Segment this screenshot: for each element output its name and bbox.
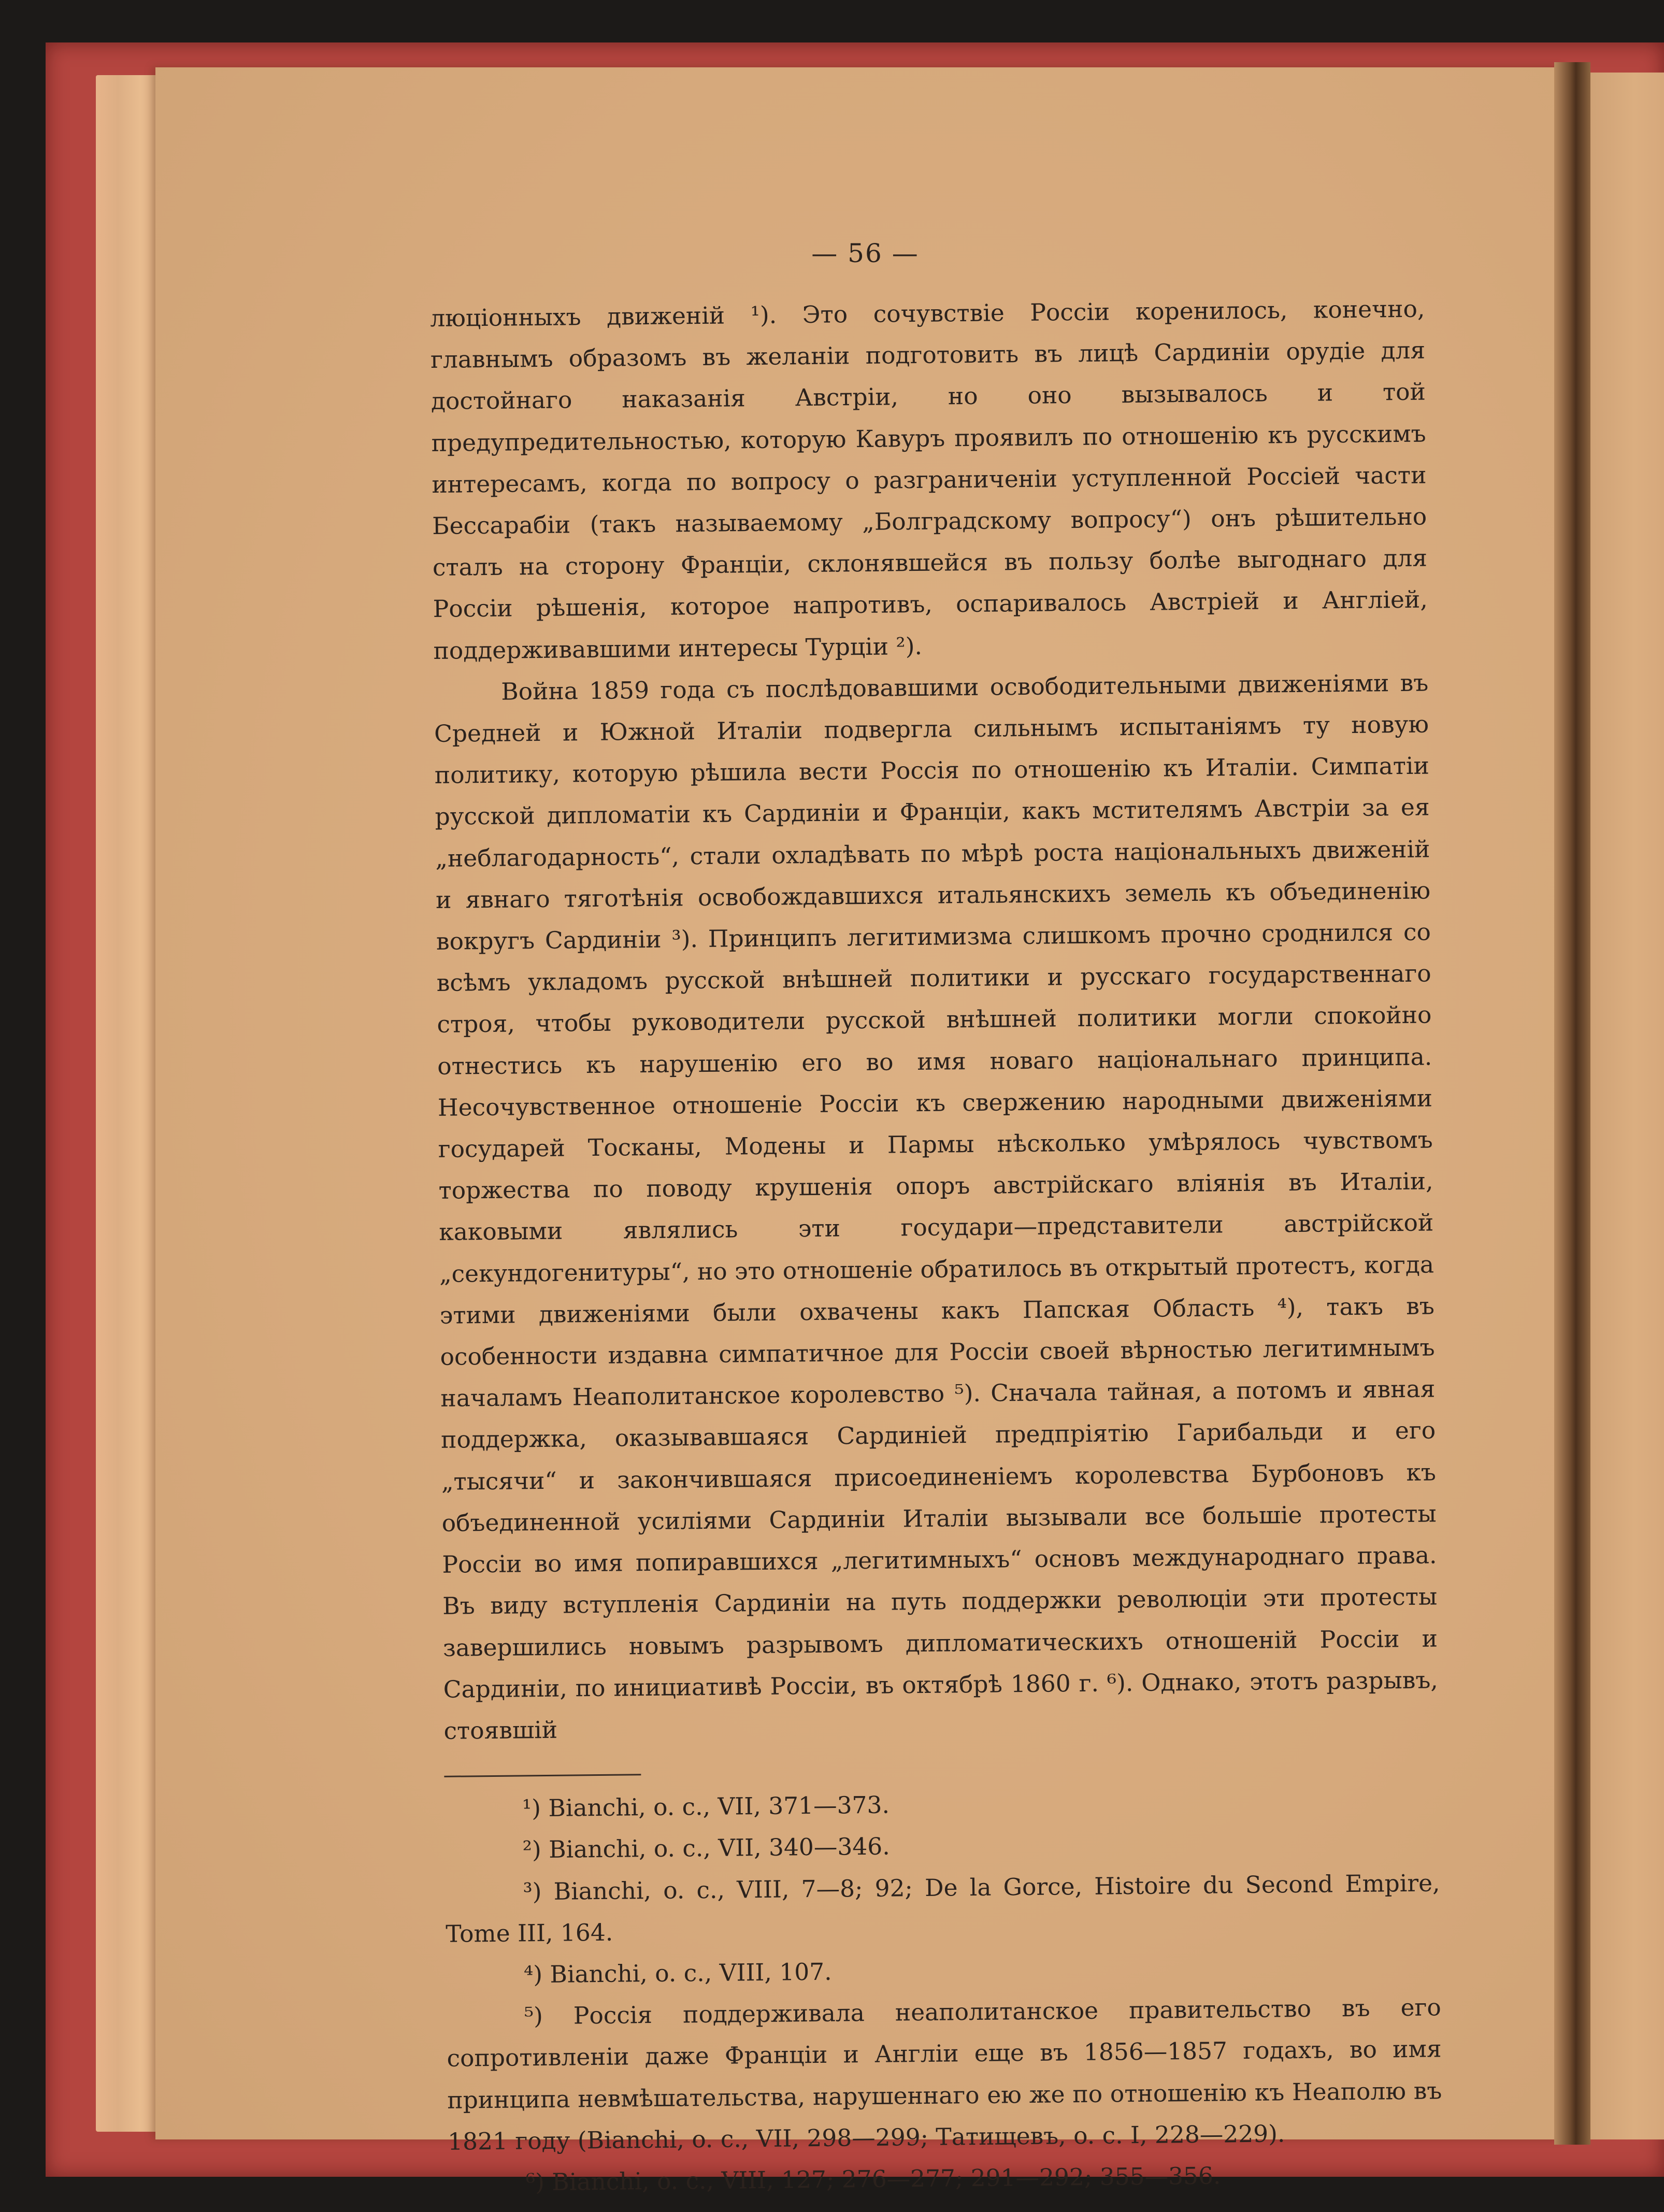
- footnote-3: ³) Bianchi, o. c., VIII, 7—8; 92; De la Gorce, Histoire du Second Empire, Tome III, 164.: [446, 1869, 1440, 1948]
- paragraph-2: Война 1859 года съ послѣдовавшими освободительными движеніями въ Средней и Южной Италіи подвергла сильнымъ испытаніямъ ту новую политику, которую рѣшила вести Россія по отношенію къ Италіи. Симпатіи русской дипломатіи къ Сардиніи и Франціи, какъ мстителямъ Австріи за ея „неблагодарность“, стали охладѣвать по мѣрѣ роста національныхъ движеній и явнаго тяготѣнія освобождавшихся итальянскихъ земель къ объединенію вокругъ Сардиніи ³). Принципъ легитимизма слишкомъ прочно сроднился со всѣмъ укладомъ русской внѣшней политики и русскаго государственнаго строя, чтобы руководители русской внѣшней политики могли спокойно отнестись къ нарушенію его во имя новаго національнаго принципа. Несочувственное отношеніе Россіи къ свержению народными движеніями государей Тосканы, Модены и Пармы нѣсколько умѣрялось чувствомъ торжества по поводу крушенія опоръ австрійскаго вліянія въ Италіи, каковыми являлись эти государи—представители австрійской „секундогенитуры“, но это отношеніе обратилось въ открытый протестъ, когда этими движеніями были охвачены какъ Папская Область ⁴), такъ въ особенности издавна симпатичное для Россіи своей вѣрностью легитимнымъ началамъ Неаполитанское королевство ⁵). Сначала тайная, а потомъ и явная поддержка, оказывавшаяся Сардиніей предпріятію Гарибальди и его „тысячи“ и закончившаяся присоединеніемъ королевства Бурбоновъ къ объединенной усиліями Сардиніи Италіи вызывали все большіе протесты Россіи во имя попиравшихся „легитимныхъ“ основъ международнаго права. Въ виду вступленія Сардиніи на путь поддержки революціи эти протесты завершились новымъ разрывомъ дипломатическихъ отношеній Россіи и Сардиніи, по инициативѣ Россіи, въ октябрѣ 1860 г. ⁶). Однако, этотъ разрывъ, стоявшій: [434, 669, 1438, 1745]
- facing-page-edge: [1590, 73, 1664, 2139]
- footnotes: [444, 1779, 1443, 2204]
- footnote-6: ⁶) Bianchi, o. c., VIII, 127; 276—277; 291—292; 355—356.: [525, 2162, 1221, 2196]
- body-text: [430, 289, 1443, 2204]
- footnote-4: ⁴) Bianchi, o. c., VIII, 107.: [523, 1958, 832, 1989]
- footnote-2: ²) Bianchi, o. c., VII, 340—346.: [522, 1832, 890, 1864]
- paragraph-1: люціонныхъ движеній ¹). Это сочувствіе Россіи коренилось, конечно, главнымъ образомъ въ желаніи подготовить въ лицѣ Сардиніи орудіе для достойнаго наказанія Австріи, но оно вызывалось и той предупредительностью, которую Кавуръ проявилъ по отношенію къ русскимъ интересамъ, когда по вопросу о разграниченіи уступленной Россіей части Бессарабіи (такъ называемому „Болградскому вопросу“) онъ рѣшительно сталъ на сторону Франціи, склонявшейся въ пользу болѣе выгоднаго для Россіи рѣшенія, которое напротивъ, оспаривалось Австріей и Англіей, поддерживавшими интересы Турціи ²).: [430, 295, 1428, 665]
- page-number: — 56 —: [811, 238, 919, 268]
- footnote-rule: [444, 1774, 641, 1777]
- footnote-5: ⁵) Россія поддерживала неаполитанское правительство въ его сопротивленіи даже Франціи и Англіи еще въ 1856—1857 годахъ, во имя принципа невмѣшательства, нарушеннаго ею же по отношенію къ Неаполю въ 1821 году (Bianchi, o. c., VII, 298—299; Татищевъ, o. c. I, 228—229).: [447, 1993, 1442, 2156]
- book-gutter: [1554, 62, 1590, 2145]
- footnote-1: ¹) Bianchi, o. c., VII, 371—373.: [522, 1791, 890, 1822]
